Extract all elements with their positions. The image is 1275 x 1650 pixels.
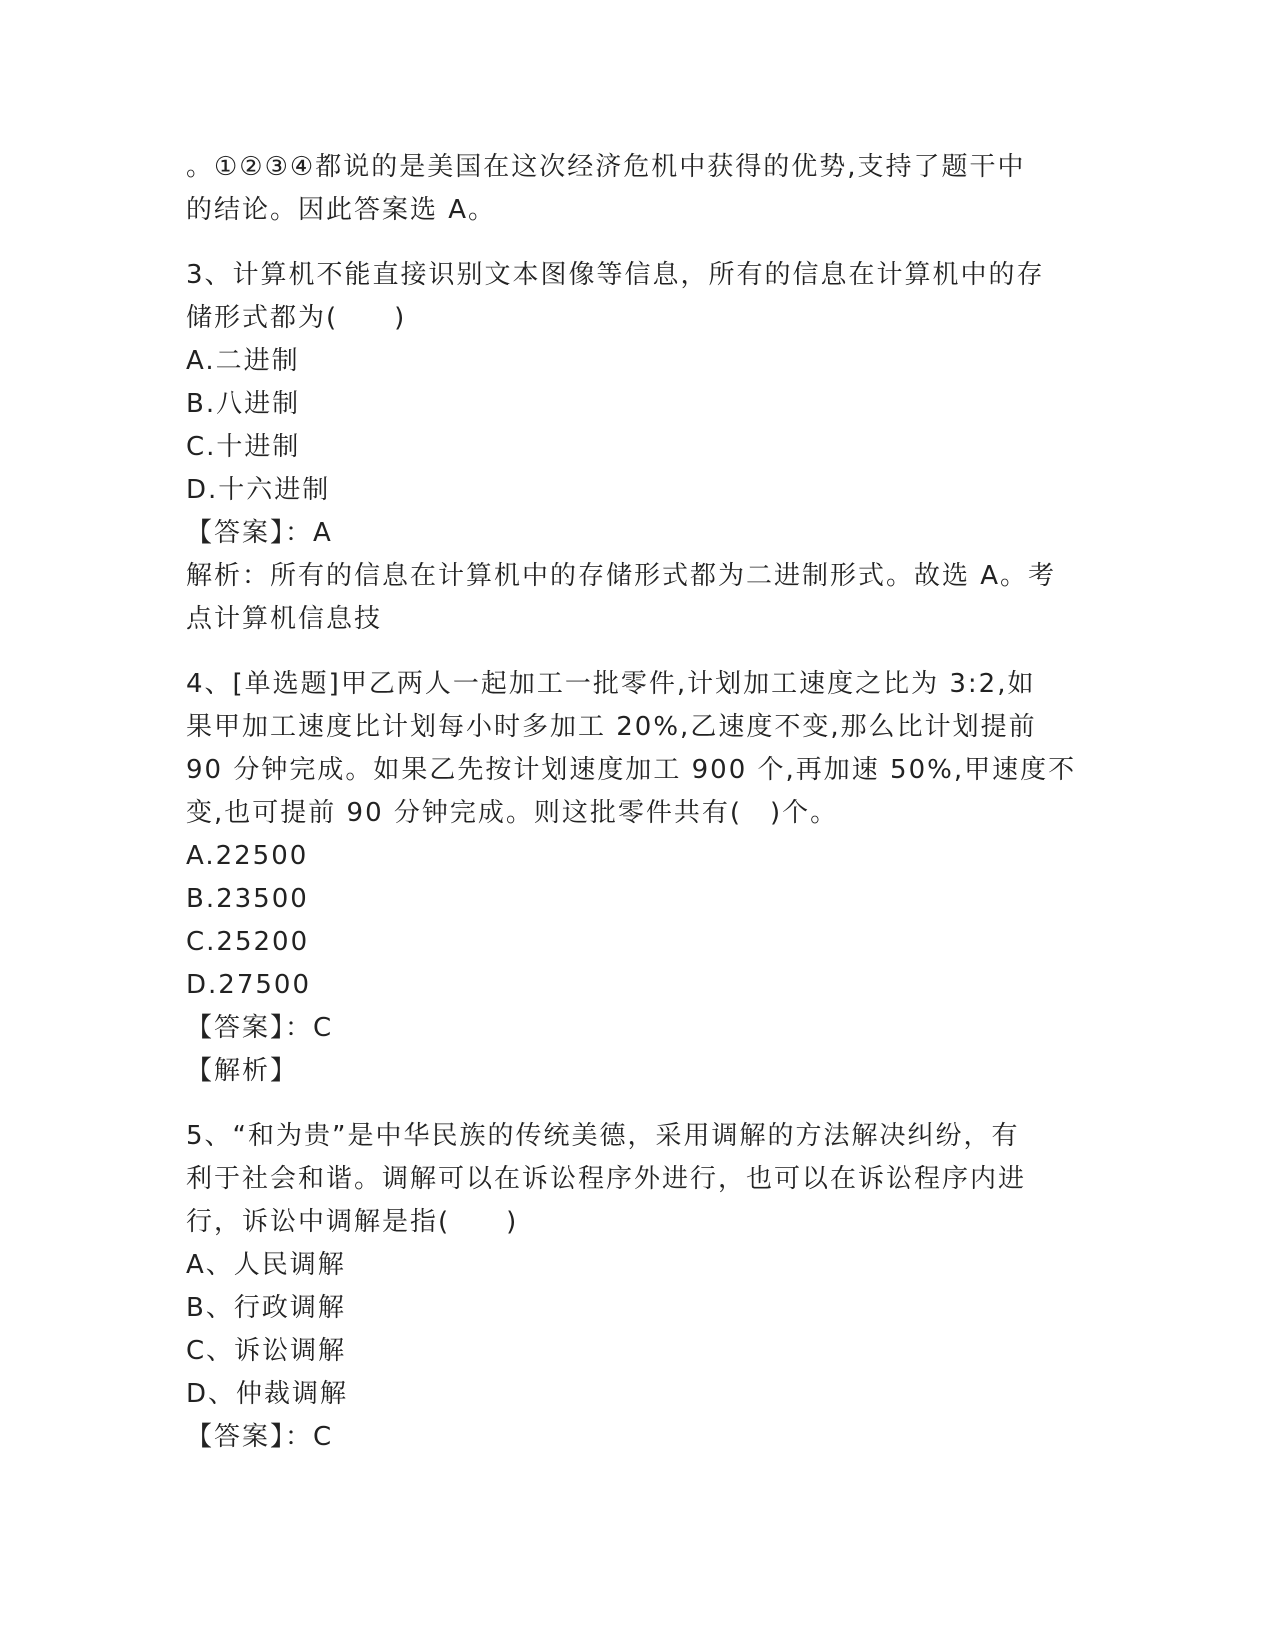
explanation-line: 点计算机信息技 <box>186 604 383 634</box>
option-c: C.十进制 <box>186 432 301 462</box>
explanation-heading: 【解析】 <box>186 1056 299 1086</box>
answer-line: 【答案】：A <box>186 518 333 548</box>
document-page <box>186 146 1091 1459</box>
option-d: D.十六进制 <box>186 475 331 505</box>
question-stem: 4、[单选题]甲乙两人一起加工一批零件,计划加工速度之比为 3:2,如 <box>186 669 1036 699</box>
paragraph-gap <box>186 1093 1091 1115</box>
question-stem: 利于社会和谐。调解可以在诉讼程序外进行，也可以在诉讼程序内进 <box>186 1164 1027 1194</box>
option-b: B.23500 <box>186 884 309 914</box>
option-c: C、诉讼调解 <box>186 1336 347 1366</box>
text-line: 的结论。因此答案选 A。 <box>186 195 497 225</box>
option-d: D.27500 <box>186 970 311 1000</box>
question-stem: 果甲加工速度比计划每小时多加工 20%,乙速度不变,那么比计划提前 <box>186 712 1037 742</box>
option-a: A.二进制 <box>186 346 300 376</box>
answer-line: 【答案】：C <box>186 1422 334 1452</box>
question-stem: 90 分钟完成。如果乙先按计划速度加工 900 个,再加速 50%,甲速度不 <box>186 755 1077 785</box>
question-4 <box>186 663 1091 1093</box>
option-d: D、仲裁调解 <box>186 1379 349 1409</box>
answer-line: 【答案】：C <box>186 1013 334 1043</box>
option-a: A、人民调解 <box>186 1250 346 1280</box>
question-2-explanation-tail <box>186 146 1091 232</box>
question-stem: 储形式都为( ) <box>186 303 407 333</box>
option-a: A.22500 <box>186 841 309 871</box>
explanation-line: 解析：所有的信息在计算机中的存储形式都为二进制形式。故选 A。考 <box>186 561 1057 591</box>
question-stem: 5、“和为贵”是中华民族的传统美德，采用调解的方法解决纠纷，有 <box>186 1121 1020 1151</box>
question-3 <box>186 254 1091 641</box>
option-b: B.八进制 <box>186 389 301 419</box>
question-stem: 变,也可提前 90 分钟完成。则这批零件共有( )个。 <box>186 798 839 828</box>
question-stem: 行，诉讼中调解是指( ) <box>186 1207 519 1237</box>
question-5 <box>186 1115 1091 1459</box>
paragraph-gap <box>186 641 1091 663</box>
option-b: B、行政调解 <box>186 1293 346 1323</box>
text-line: 。①②③④都说的是美国在这次经济危机中获得的优势,支持了题干中 <box>186 152 1026 182</box>
option-c: C.25200 <box>186 927 310 957</box>
paragraph-gap <box>186 232 1091 254</box>
question-stem: 3、计算机不能直接识别文本图像等信息，所有的信息在计算机中的存 <box>186 260 1045 290</box>
